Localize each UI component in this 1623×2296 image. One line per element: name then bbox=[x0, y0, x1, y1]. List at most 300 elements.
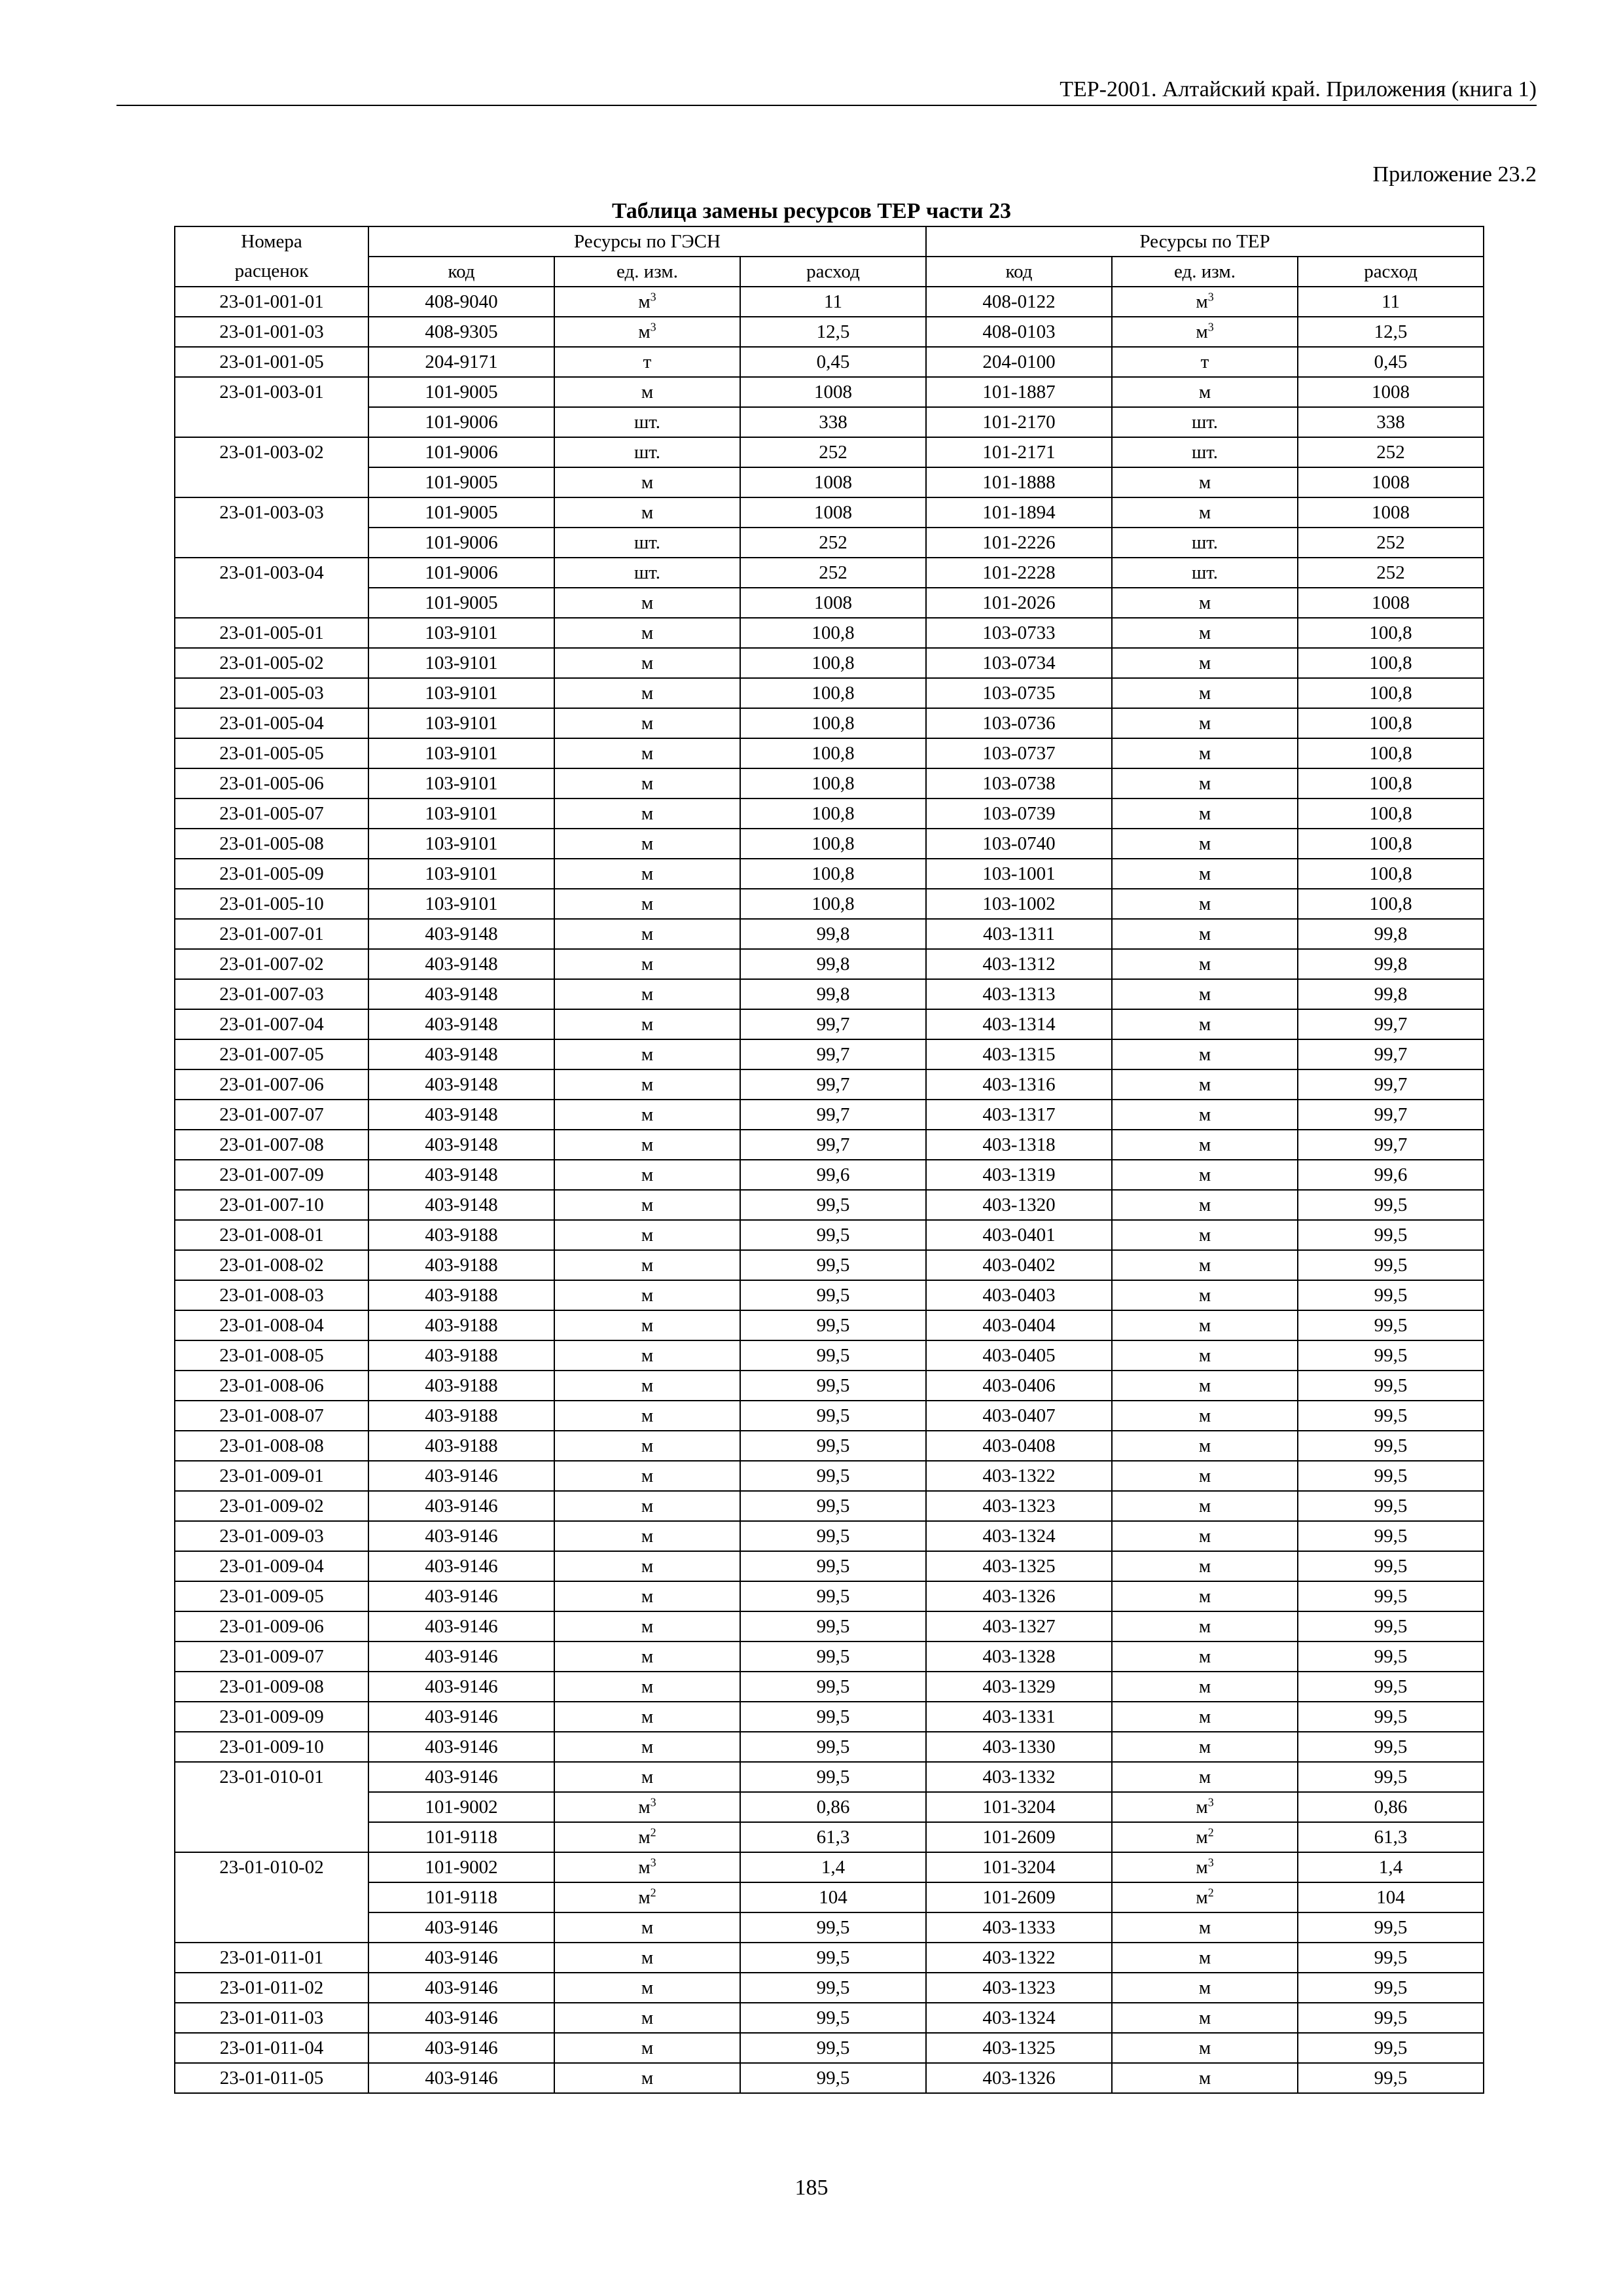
ter-unit-cell: м bbox=[1112, 1912, 1298, 1943]
table-row bbox=[175, 1943, 1484, 1973]
table-row bbox=[175, 919, 1484, 949]
gesn-unit-cell: м bbox=[554, 979, 740, 1009]
gesn-code-cell: 403-9146 bbox=[368, 1732, 554, 1762]
ter-consumption-cell: 99,7 bbox=[1298, 1009, 1484, 1039]
gesn-consumption-cell: 99,8 bbox=[740, 979, 926, 1009]
ter-unit-cell: м bbox=[1112, 678, 1298, 708]
gesn-consumption-cell: 99,6 bbox=[740, 1160, 926, 1190]
table-row bbox=[175, 1371, 1484, 1401]
ter-code-cell: 101-2609 bbox=[926, 1822, 1112, 1852]
gesn-consumption-cell: 99,7 bbox=[740, 1130, 926, 1160]
gesn-code-cell: 103-9101 bbox=[368, 678, 554, 708]
ter-unit-cell: м bbox=[1112, 1702, 1298, 1732]
gesn-consumption-cell: 99,7 bbox=[740, 1039, 926, 1069]
gesn-consumption-cell: 100,8 bbox=[740, 648, 926, 678]
gesn-unit-cell: м bbox=[554, 1130, 740, 1160]
ter-consumption-cell: 99,8 bbox=[1298, 949, 1484, 979]
gesn-consumption-cell: 104 bbox=[740, 1882, 926, 1912]
ter-code-cell: 403-0403 bbox=[926, 1280, 1112, 1310]
gesn-unit-cell: м bbox=[554, 889, 740, 919]
gesn-code-cell: 403-9146 bbox=[368, 1943, 554, 1973]
ter-consumption-cell: 252 bbox=[1298, 437, 1484, 467]
ter-unit-cell: м bbox=[1112, 1069, 1298, 1100]
ter-unit-cell: м bbox=[1112, 1551, 1298, 1581]
ter-consumption-cell: 99,5 bbox=[1298, 1702, 1484, 1732]
ter-unit-cell: м bbox=[1112, 1310, 1298, 1340]
ter-code-cell: 403-1326 bbox=[926, 2063, 1112, 2093]
ter-code-cell: 403-1314 bbox=[926, 1009, 1112, 1039]
gesn-code-cell: 103-9101 bbox=[368, 889, 554, 919]
ter-consumption-cell: 1008 bbox=[1298, 467, 1484, 497]
gesn-unit-cell: $м^2$ bbox=[554, 1822, 740, 1852]
gesn-unit-cell: м bbox=[554, 1702, 740, 1732]
gesn-consumption-cell: 99,8 bbox=[740, 949, 926, 979]
ter-unit-cell: м bbox=[1112, 1762, 1298, 1792]
rate-number-cell: 23-01-005-01 bbox=[175, 618, 368, 648]
ter-code-cell: 403-1329 bbox=[926, 1672, 1112, 1702]
ter-code-cell: 103-0740 bbox=[926, 829, 1112, 859]
rate-number-cell: 23-01-009-10 bbox=[175, 1732, 368, 1762]
gesn-consumption-cell: 252 bbox=[740, 437, 926, 467]
rate-number-cell: 23-01-008-04 bbox=[175, 1310, 368, 1340]
gesn-unit-cell: м bbox=[554, 2003, 740, 2033]
ter-code-cell: 101-2170 bbox=[926, 407, 1112, 437]
ter-code-cell: 408-0103 bbox=[926, 317, 1112, 347]
gesn-code-header: код bbox=[368, 257, 554, 287]
ter-unit-cell: м bbox=[1112, 1611, 1298, 1641]
ter-code-cell: 103-0733 bbox=[926, 618, 1112, 648]
gesn-unit-cell: м bbox=[554, 497, 740, 528]
table-row bbox=[175, 1280, 1484, 1310]
rate-number-cell: 23-01-001-01 bbox=[175, 287, 368, 317]
gesn-consumption-cell: 99,8 bbox=[740, 919, 926, 949]
table-row bbox=[175, 889, 1484, 919]
table-row bbox=[175, 1491, 1484, 1521]
gesn-unit-cell: шт. bbox=[554, 407, 740, 437]
ter-code-cell: 403-1324 bbox=[926, 1521, 1112, 1551]
table-row bbox=[175, 377, 1484, 407]
gesn-code-cell: 101-9006 bbox=[368, 558, 554, 588]
ter-unit-cell: м bbox=[1112, 1973, 1298, 2003]
gesn-code-cell: 101-9005 bbox=[368, 497, 554, 528]
gesn-code-cell: 403-9148 bbox=[368, 919, 554, 949]
table-row bbox=[175, 2003, 1484, 2033]
ter-code-cell: 103-1002 bbox=[926, 889, 1112, 919]
gesn-unit-cell: м bbox=[554, 1310, 740, 1340]
rate-number-cell: 23-01-009-01 bbox=[175, 1461, 368, 1491]
gesn-unit-cell: м bbox=[554, 618, 740, 648]
ter-code-cell: 408-0122 bbox=[926, 287, 1112, 317]
ter-consumption-cell: 100,8 bbox=[1298, 708, 1484, 738]
rate-number-cell: 23-01-001-05 bbox=[175, 347, 368, 377]
gesn-code-cell: 101-9005 bbox=[368, 467, 554, 497]
gesn-code-cell: 403-9148 bbox=[368, 1069, 554, 1100]
table-row bbox=[175, 1882, 1484, 1912]
gesn-consumption-cell: 100,8 bbox=[740, 738, 926, 768]
ter-unit-cell: м bbox=[1112, 1641, 1298, 1672]
table-row bbox=[175, 1973, 1484, 2003]
ter-consumption-cell: 99,5 bbox=[1298, 1762, 1484, 1792]
gesn-consumption-cell: 99,5 bbox=[740, 1371, 926, 1401]
running-header: ТЕР-2001. Алтайский край. Приложения (книга 1) bbox=[1060, 77, 1537, 101]
gesn-consumption-cell: 100,8 bbox=[740, 678, 926, 708]
table-row bbox=[175, 859, 1484, 889]
ter-code-cell: 403-1318 bbox=[926, 1130, 1112, 1160]
table-row bbox=[175, 1792, 1484, 1822]
rate-number-cell: 23-01-007-10 bbox=[175, 1190, 368, 1220]
ter-consumption-cell: 99,5 bbox=[1298, 1280, 1484, 1310]
gesn-consumption-cell: 1008 bbox=[740, 377, 926, 407]
ter-consumption-cell: 100,8 bbox=[1298, 738, 1484, 768]
gesn-consumption-cell: 99,5 bbox=[740, 1611, 926, 1641]
gesn-unit-header: ед. изм. bbox=[554, 257, 740, 287]
table-row bbox=[175, 1461, 1484, 1491]
rate-number-cell: 23-01-003-01 bbox=[175, 377, 368, 437]
ter-code-cell: 103-0735 bbox=[926, 678, 1112, 708]
gesn-consumption-cell: 1,4 bbox=[740, 1852, 926, 1882]
gesn-unit-cell: м bbox=[554, 829, 740, 859]
gesn-unit-cell: м bbox=[554, 1943, 740, 1973]
table-row bbox=[175, 407, 1484, 437]
ter-unit-cell: м bbox=[1112, 1943, 1298, 1973]
ter-consumption-cell: 99,5 bbox=[1298, 2063, 1484, 2093]
gesn-code-cell: 403-9148 bbox=[368, 1130, 554, 1160]
ter-unit-cell: м bbox=[1112, 1009, 1298, 1039]
gesn-consumption-cell: 252 bbox=[740, 558, 926, 588]
gesn-consumption-cell: 99,5 bbox=[740, 1672, 926, 1702]
rate-number-cell: 23-01-008-02 bbox=[175, 1250, 368, 1280]
table-row bbox=[175, 1250, 1484, 1280]
gesn-consumption-cell: 100,8 bbox=[740, 798, 926, 829]
gesn-code-cell: 403-9188 bbox=[368, 1220, 554, 1250]
ter-unit-cell: м bbox=[1112, 1250, 1298, 1280]
gesn-code-cell: 103-9101 bbox=[368, 618, 554, 648]
ter-consumption-cell: 100,8 bbox=[1298, 618, 1484, 648]
ter-unit-cell: м bbox=[1112, 768, 1298, 798]
ter-consumption-cell: 100,8 bbox=[1298, 859, 1484, 889]
gesn-consumption-cell: 99,5 bbox=[740, 1912, 926, 1943]
ter-code-cell: 403-1320 bbox=[926, 1190, 1112, 1220]
rate-number-cell: 23-01-009-02 bbox=[175, 1491, 368, 1521]
table-row bbox=[175, 1310, 1484, 1340]
ter-code-cell: 403-1317 bbox=[926, 1100, 1112, 1130]
ter-consumption-cell: 99,7 bbox=[1298, 1100, 1484, 1130]
ter-unit-cell: $м^3$ bbox=[1112, 287, 1298, 317]
ter-consumption-cell: 99,5 bbox=[1298, 1401, 1484, 1431]
ter-consumption-cell: 61,3 bbox=[1298, 1822, 1484, 1852]
ter-code-cell: 101-1894 bbox=[926, 497, 1112, 528]
rate-number-cell: 23-01-011-03 bbox=[175, 2003, 368, 2033]
rate-number-cell: 23-01-001-03 bbox=[175, 317, 368, 347]
ter-unit-cell: м bbox=[1112, 2003, 1298, 2033]
table-row bbox=[175, 497, 1484, 528]
table-row bbox=[175, 1912, 1484, 1943]
ter-unit-cell: м bbox=[1112, 1280, 1298, 1310]
gesn-unit-cell: $м^3$ bbox=[554, 1852, 740, 1882]
gesn-unit-cell: м bbox=[554, 1732, 740, 1762]
rate-number-cell: 23-01-007-02 bbox=[175, 949, 368, 979]
ter-consumption-cell: 99,5 bbox=[1298, 1912, 1484, 1943]
table-row bbox=[175, 1401, 1484, 1431]
ter-code-cell: 403-1332 bbox=[926, 1762, 1112, 1792]
table-row bbox=[175, 1611, 1484, 1641]
gesn-code-cell: 403-9146 bbox=[368, 1551, 554, 1581]
gesn-unit-cell: м bbox=[554, 708, 740, 738]
table-row bbox=[175, 1672, 1484, 1702]
gesn-consumption-cell: 99,5 bbox=[740, 1943, 926, 1973]
ter-unit-cell: м bbox=[1112, 1160, 1298, 1190]
table-row bbox=[175, 798, 1484, 829]
gesn-unit-cell: м bbox=[554, 1220, 740, 1250]
gesn-code-cell: 408-9305 bbox=[368, 317, 554, 347]
ter-code-cell: 403-0408 bbox=[926, 1431, 1112, 1461]
rate-number-cell: 23-01-010-01 bbox=[175, 1762, 368, 1852]
rate-number-cell: 23-01-011-05 bbox=[175, 2063, 368, 2093]
gesn-code-cell: 403-9146 bbox=[368, 1912, 554, 1943]
ter-unit-cell: м bbox=[1112, 889, 1298, 919]
table-row bbox=[175, 1581, 1484, 1611]
ter-consumption-cell: 99,6 bbox=[1298, 1160, 1484, 1190]
gesn-code-cell: 403-9188 bbox=[368, 1340, 554, 1371]
ter-consumption-cell: 12,5 bbox=[1298, 317, 1484, 347]
ter-unit-cell: м bbox=[1112, 497, 1298, 528]
rate-number-cell: 23-01-011-04 bbox=[175, 2033, 368, 2063]
ter-unit-cell: м bbox=[1112, 859, 1298, 889]
gesn-code-cell: 403-9148 bbox=[368, 1160, 554, 1190]
gesn-code-cell: 101-9002 bbox=[368, 1792, 554, 1822]
ter-code-cell: 103-0734 bbox=[926, 648, 1112, 678]
ter-code-cell: 403-1322 bbox=[926, 1461, 1112, 1491]
rate-number-cell: 23-01-009-03 bbox=[175, 1521, 368, 1551]
rate-number-cell: 23-01-005-10 bbox=[175, 889, 368, 919]
ter-code-cell: 101-2026 bbox=[926, 588, 1112, 618]
ter-code-cell: 101-1887 bbox=[926, 377, 1112, 407]
ter-unit-header: ед. изм. bbox=[1112, 257, 1298, 287]
gesn-code-cell: 103-9101 bbox=[368, 768, 554, 798]
ter-group-header: Ресурсы по ТЕР bbox=[926, 226, 1484, 257]
ter-consumption-cell: 99,5 bbox=[1298, 1973, 1484, 2003]
ter-unit-cell: м bbox=[1112, 1130, 1298, 1160]
ter-code-cell: 403-1313 bbox=[926, 979, 1112, 1009]
gesn-unit-cell: м bbox=[554, 949, 740, 979]
gesn-code-cell: 403-9188 bbox=[368, 1310, 554, 1340]
gesn-code-cell: 403-9146 bbox=[368, 1973, 554, 2003]
table-row bbox=[175, 287, 1484, 317]
ter-unit-cell: $м^3$ bbox=[1112, 317, 1298, 347]
ter-code-cell: 403-1326 bbox=[926, 1581, 1112, 1611]
gesn-unit-cell: $м^3$ bbox=[554, 317, 740, 347]
gesn-code-cell: 403-9188 bbox=[368, 1401, 554, 1431]
gesn-consumption-cell: 0,45 bbox=[740, 347, 926, 377]
table-row bbox=[175, 528, 1484, 558]
ter-unit-cell: м bbox=[1112, 1039, 1298, 1069]
rate-number-cell: 23-01-007-04 bbox=[175, 1009, 368, 1039]
ter-consumption-cell: 99,5 bbox=[1298, 1310, 1484, 1340]
gesn-unit-cell: м bbox=[554, 1581, 740, 1611]
table-row bbox=[175, 1551, 1484, 1581]
ter-unit-cell: м bbox=[1112, 2033, 1298, 2063]
rate-number-cell: 23-01-003-04 bbox=[175, 558, 368, 618]
ter-code-cell: 403-0401 bbox=[926, 1220, 1112, 1250]
gesn-code-cell: 403-9188 bbox=[368, 1250, 554, 1280]
ter-unit-cell: м bbox=[1112, 919, 1298, 949]
ter-consumption-cell: 99,8 bbox=[1298, 919, 1484, 949]
table-row bbox=[175, 1822, 1484, 1852]
rate-number-cell: 23-01-009-04 bbox=[175, 1551, 368, 1581]
gesn-code-cell: 103-9101 bbox=[368, 859, 554, 889]
resource-replacement-table bbox=[174, 226, 1484, 2094]
gesn-unit-cell: м bbox=[554, 377, 740, 407]
table-row bbox=[175, 347, 1484, 377]
gesn-unit-cell: м bbox=[554, 2033, 740, 2063]
gesn-consumption-cell: 99,7 bbox=[740, 1069, 926, 1100]
ter-consumption-cell: 99,7 bbox=[1298, 1130, 1484, 1160]
rate-number-cell: 23-01-008-03 bbox=[175, 1280, 368, 1310]
rate-number-cell: 23-01-005-07 bbox=[175, 798, 368, 829]
gesn-code-cell: 403-9188 bbox=[368, 1280, 554, 1310]
ter-code-cell: 403-1322 bbox=[926, 1943, 1112, 1973]
gesn-code-cell: 103-9101 bbox=[368, 829, 554, 859]
rate-number-cell: 23-01-010-02 bbox=[175, 1852, 368, 1943]
gesn-code-cell: 403-9146 bbox=[368, 1702, 554, 1732]
gesn-consumption-cell: 99,5 bbox=[740, 1431, 926, 1461]
ter-consumption-cell: 99,5 bbox=[1298, 1551, 1484, 1581]
gesn-consumption-cell: 0,86 bbox=[740, 1792, 926, 1822]
gesn-code-cell: 403-9146 bbox=[368, 2003, 554, 2033]
gesn-consumption-cell: 99,5 bbox=[740, 2063, 926, 2093]
gesn-code-cell: 103-9101 bbox=[368, 648, 554, 678]
gesn-unit-cell: шт. bbox=[554, 528, 740, 558]
ter-consumption-cell: 338 bbox=[1298, 407, 1484, 437]
gesn-consumption-cell: 100,8 bbox=[740, 889, 926, 919]
ter-unit-cell: м bbox=[1112, 708, 1298, 738]
table-row bbox=[175, 1100, 1484, 1130]
ter-code-cell: 101-2171 bbox=[926, 437, 1112, 467]
table-row bbox=[175, 738, 1484, 768]
ter-code-cell: 403-0404 bbox=[926, 1310, 1112, 1340]
gesn-code-cell: 403-9146 bbox=[368, 2033, 554, 2063]
gesn-consumption-cell: 99,5 bbox=[740, 1702, 926, 1732]
table-row bbox=[175, 1431, 1484, 1461]
ter-consumption-cell: 1008 bbox=[1298, 588, 1484, 618]
gesn-consumption-cell: 99,5 bbox=[740, 1340, 926, 1371]
ter-consumption-header: расход bbox=[1298, 257, 1484, 287]
gesn-code-cell: 403-9188 bbox=[368, 1371, 554, 1401]
rate-number-cell: 23-01-009-09 bbox=[175, 1702, 368, 1732]
gesn-consumption-cell: 99,5 bbox=[740, 2003, 926, 2033]
ter-code-cell: 101-2226 bbox=[926, 528, 1112, 558]
gesn-consumption-cell: 99,5 bbox=[740, 1310, 926, 1340]
ter-code-cell: 204-0100 bbox=[926, 347, 1112, 377]
gesn-code-cell: 101-9002 bbox=[368, 1852, 554, 1882]
ter-consumption-cell: 99,5 bbox=[1298, 1732, 1484, 1762]
table-row bbox=[175, 317, 1484, 347]
gesn-unit-cell: м bbox=[554, 1431, 740, 1461]
table-row bbox=[175, 558, 1484, 588]
ter-code-cell: 403-1330 bbox=[926, 1732, 1112, 1762]
ter-unit-cell: м bbox=[1112, 1340, 1298, 1371]
ter-consumption-cell: 0,86 bbox=[1298, 1792, 1484, 1822]
ter-code-cell: 403-1316 bbox=[926, 1069, 1112, 1100]
ter-code-cell: 103-0737 bbox=[926, 738, 1112, 768]
ter-consumption-cell: 99,5 bbox=[1298, 1641, 1484, 1672]
table-row bbox=[175, 1702, 1484, 1732]
gesn-code-cell: 403-9188 bbox=[368, 1431, 554, 1461]
gesn-unit-cell: м bbox=[554, 1551, 740, 1581]
ter-code-cell: 101-3204 bbox=[926, 1792, 1112, 1822]
gesn-unit-cell: м bbox=[554, 1039, 740, 1069]
gesn-unit-cell: м bbox=[554, 919, 740, 949]
rate-number-cell: 23-01-008-01 bbox=[175, 1220, 368, 1250]
rate-number-cell: 23-01-009-05 bbox=[175, 1581, 368, 1611]
gesn-code-cell: 103-9101 bbox=[368, 738, 554, 768]
gesn-code-cell: 403-9148 bbox=[368, 949, 554, 979]
ter-code-cell: 403-1319 bbox=[926, 1160, 1112, 1190]
ter-unit-cell: $м^3$ bbox=[1112, 1852, 1298, 1882]
ter-code-cell: 103-0739 bbox=[926, 798, 1112, 829]
gesn-unit-cell: $м^3$ bbox=[554, 287, 740, 317]
gesn-unit-cell: м bbox=[554, 1069, 740, 1100]
ter-consumption-cell: 100,8 bbox=[1298, 678, 1484, 708]
ter-unit-cell: м bbox=[1112, 1581, 1298, 1611]
rate-number-cell: 23-01-008-05 bbox=[175, 1340, 368, 1371]
gesn-unit-cell: м bbox=[554, 1190, 740, 1220]
ter-unit-cell: шт. bbox=[1112, 528, 1298, 558]
gesn-code-cell: 101-9006 bbox=[368, 437, 554, 467]
table-row bbox=[175, 1732, 1484, 1762]
gesn-code-cell: 101-9005 bbox=[368, 588, 554, 618]
rate-number-cell: 23-01-009-08 bbox=[175, 1672, 368, 1702]
rate-number-cell: 23-01-007-09 bbox=[175, 1160, 368, 1190]
ter-unit-cell: шт. bbox=[1112, 437, 1298, 467]
gesn-unit-cell: м bbox=[554, 1280, 740, 1310]
gesn-consumption-cell: 99,5 bbox=[740, 1280, 926, 1310]
ter-code-header: код bbox=[926, 257, 1112, 287]
rate-number-cell: 23-01-008-06 bbox=[175, 1371, 368, 1401]
gesn-unit-cell: м bbox=[554, 1160, 740, 1190]
ter-code-cell: 103-0736 bbox=[926, 708, 1112, 738]
table-row bbox=[175, 1130, 1484, 1160]
ter-unit-cell: м bbox=[1112, 979, 1298, 1009]
gesn-code-cell: 101-9118 bbox=[368, 1882, 554, 1912]
gesn-code-cell: 103-9101 bbox=[368, 798, 554, 829]
rate-number-cell: 23-01-011-02 bbox=[175, 1973, 368, 2003]
gesn-unit-cell: м bbox=[554, 1461, 740, 1491]
gesn-code-cell: 101-9006 bbox=[368, 528, 554, 558]
gesn-consumption-cell: 12,5 bbox=[740, 317, 926, 347]
table-row bbox=[175, 1069, 1484, 1100]
ter-unit-cell: м bbox=[1112, 1220, 1298, 1250]
rate-number-cell: 23-01-009-07 bbox=[175, 1641, 368, 1672]
ter-code-cell: 403-1327 bbox=[926, 1611, 1112, 1641]
ter-code-cell: 403-1324 bbox=[926, 2003, 1112, 2033]
ter-consumption-cell: 99,5 bbox=[1298, 2003, 1484, 2033]
gesn-code-cell: 403-9146 bbox=[368, 1641, 554, 1672]
ter-code-cell: 403-1315 bbox=[926, 1039, 1112, 1069]
rate-number-cell: 23-01-005-05 bbox=[175, 738, 368, 768]
gesn-consumption-cell: 61,3 bbox=[740, 1822, 926, 1852]
ter-code-cell: 403-1331 bbox=[926, 1702, 1112, 1732]
rate-number-cell: 23-01-005-04 bbox=[175, 708, 368, 738]
gesn-consumption-cell: 1008 bbox=[740, 588, 926, 618]
table-row bbox=[175, 678, 1484, 708]
numbers-header-bottom: расценок bbox=[175, 257, 368, 287]
ter-code-cell: 403-0406 bbox=[926, 1371, 1112, 1401]
gesn-consumption-cell: 99,5 bbox=[740, 2033, 926, 2063]
ter-consumption-cell: 99,7 bbox=[1298, 1039, 1484, 1069]
ter-unit-cell: шт. bbox=[1112, 558, 1298, 588]
ter-unit-cell: шт. bbox=[1112, 407, 1298, 437]
